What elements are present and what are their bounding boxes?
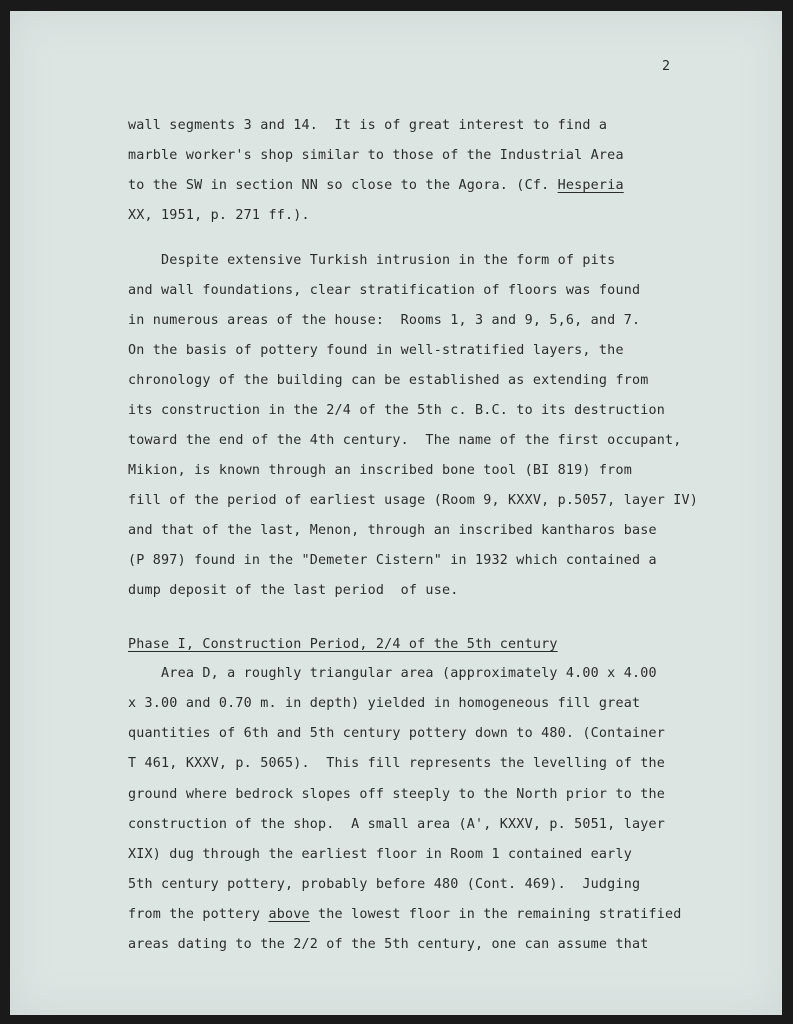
typewritten-page: [10, 11, 782, 1015]
text-line: its construction in the 2/4 of the 5th c. B.C. to its destruction: [128, 403, 666, 418]
text-line: Despite extensive Turkish intrusion in the form of pits: [128, 253, 616, 268]
text-line: and wall foundations, clear stratification of floors was found: [128, 283, 641, 298]
text-line: quantities of 6th and 5th century pottery down to 480. (Container: [128, 726, 666, 741]
emphasized-word-above: above: [268, 907, 310, 922]
text-line: wall segments 3 and 14. It is of great interest to find a: [128, 118, 608, 133]
text-line: XX, 1951, p. 271 ff.).: [128, 208, 310, 223]
text-line: Mikion, is known through an inscribed bone tool (BI 819) from: [128, 463, 632, 478]
text-line: from the pottery above the lowest floor in the remaining stratified: [128, 907, 682, 922]
text-line: construction of the shop. A small area (A', KXXV, p. 5051, layer: [128, 817, 666, 832]
text-line: marble worker's shop similar to those of the Industrial Area: [128, 148, 624, 163]
section-heading: Phase I, Construction Period, 2/4 of the 5th century: [128, 637, 558, 652]
text-line: toward the end of the 4th century. The name of the first occupant,: [128, 433, 682, 448]
text-line: (P 897) found in the "Demeter Cistern" in 1932 which contained a: [128, 553, 657, 568]
text-line: On the basis of pottery found in well-stratified layers, the: [128, 343, 624, 358]
text-line: XIX) dug through the earliest floor in Room 1 contained early: [128, 847, 632, 862]
page-number: 2: [662, 59, 671, 74]
text-line: and that of the last, Menon, through an inscribed kantharos base: [128, 523, 657, 538]
text-line: T 461, KXXV, p. 5065). This fill represents the levelling of the: [128, 756, 666, 771]
text-line: in numerous areas of the house: Rooms 1, 3 and 9, 5,6, and 7.: [128, 313, 641, 328]
text-line: ground where bedrock slopes off steeply to the North prior to the: [128, 787, 666, 802]
text-line: fill of the period of earliest usage (Room 9, KXXV, p.5057, layer IV): [128, 493, 699, 508]
text-line: x 3.00 and 0.70 m. in depth) yielded in homogeneous fill great: [128, 696, 641, 711]
text-line: areas dating to the 2/2 of the 5th century, one can assume that: [128, 937, 649, 952]
text-line: 5th century pottery, probably before 480 (Cont. 469). Judging: [128, 877, 641, 892]
text-line: Area D, a roughly triangular area (approximately 4.00 x 4.00: [128, 666, 657, 681]
journal-title-hesperia: Hesperia: [557, 178, 624, 193]
text-line: dump deposit of the last period of use.: [128, 583, 459, 598]
text-line: to the SW in section NN so close to the Agora. (Cf. Hesperia: [128, 178, 624, 193]
text-line: chronology of the building can be established as extending from: [128, 373, 649, 388]
